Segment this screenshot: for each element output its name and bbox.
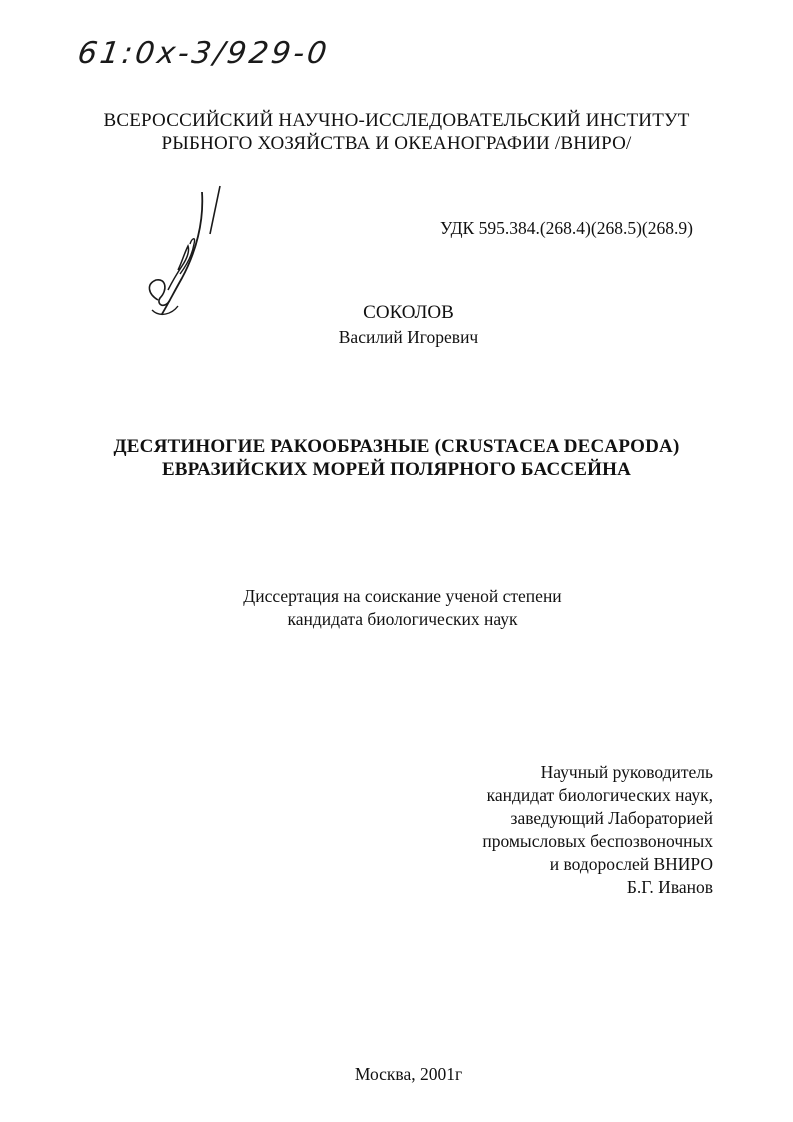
degree-statement-line-1: Диссертация на соискание ученой степени [243, 586, 562, 606]
dissertation-title-line-1: ДЕСЯТИНОГИЕ РАКООБРАЗНЫЕ (CRUSTACEA DECAPODA) [113, 436, 680, 457]
institute-name-line-1: ВСЕРОССИЙСКИЙ НАУЧНО-ИССЛЕДОВАТЕЛЬСКИЙ ИНСТИТУТ [103, 110, 690, 131]
handwritten-archive-code: 61:0х-3/929-0 [75, 36, 332, 71]
supervisor-line-2: кандидат биологических наук, [486, 785, 713, 805]
author-surname: СОКОЛОВ [363, 302, 454, 323]
supervisor-line-5: и водорослей ВНИРО [549, 854, 713, 874]
supervisor-line-4: промысловых беспозвоночных [482, 831, 713, 851]
supervisor-line-1: Научный руководитель [540, 762, 713, 782]
supervisor-line-3: заведующий Лабораторией [510, 808, 713, 828]
place-and-year: Москва, 2001г [354, 1064, 463, 1084]
author-given-names: Василий Игоревич [338, 327, 479, 347]
supervisor-name: Б.Г. Иванов [626, 877, 713, 897]
degree-statement-line-2: кандидата биологических наук [287, 609, 518, 629]
udk-classification: УДК 595.384.(268.4)(268.5)(268.9) [440, 218, 693, 238]
dissertation-title-line-2: ЕВРАЗИЙСКИХ МОРЕЙ ПОЛЯРНОГО БАССЕЙНА [161, 459, 632, 480]
institute-name-line-2: РЫБНОГО ХОЗЯЙСТВА И ОКЕАНОГРАФИИ /ВНИРО/ [161, 133, 632, 154]
